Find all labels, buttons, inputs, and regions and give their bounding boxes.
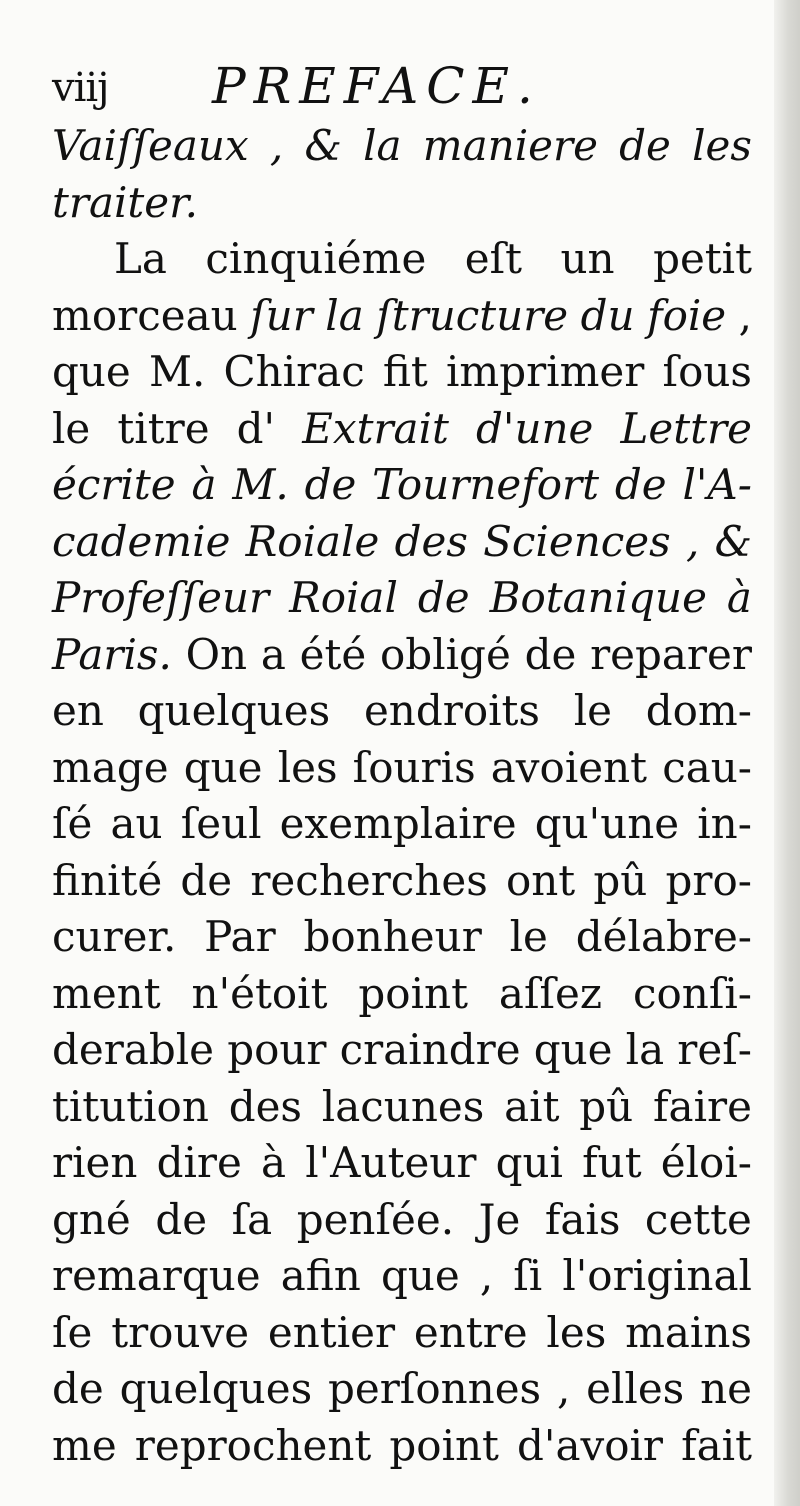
word: Sciences bbox=[483, 516, 671, 566]
text-line bbox=[52, 909, 752, 966]
word: qui bbox=[495, 1138, 563, 1187]
word: afin bbox=[280, 1251, 361, 1300]
word: Botanique bbox=[489, 573, 707, 622]
word: bonheur bbox=[303, 912, 482, 961]
text-block bbox=[52, 118, 752, 1474]
word: été bbox=[299, 629, 367, 679]
word: , bbox=[479, 1251, 494, 1300]
word: M. bbox=[232, 460, 289, 509]
word: n'étoit bbox=[191, 968, 328, 1018]
word: la bbox=[363, 121, 402, 170]
word: entier bbox=[267, 1307, 396, 1357]
word: l'original bbox=[562, 1251, 752, 1300]
word: Tournefort bbox=[372, 460, 600, 509]
word: titre bbox=[117, 403, 210, 453]
word: ſeul bbox=[180, 799, 262, 848]
word: le bbox=[573, 686, 613, 735]
word: mains bbox=[625, 1307, 752, 1357]
page-number: viij bbox=[52, 65, 109, 111]
word: Paris. bbox=[52, 629, 172, 679]
word: ne bbox=[700, 1364, 752, 1413]
word: lacunes bbox=[321, 1081, 485, 1131]
word: Par bbox=[204, 912, 276, 961]
word: a bbox=[260, 629, 286, 679]
word: recherches bbox=[250, 855, 488, 905]
text-line bbox=[52, 175, 752, 232]
word: écrite bbox=[52, 460, 176, 509]
word: avoient bbox=[490, 742, 648, 792]
text-line bbox=[52, 344, 752, 401]
text-line bbox=[52, 1079, 752, 1136]
word: gné bbox=[52, 1194, 131, 1244]
word: des bbox=[228, 1081, 302, 1131]
text-line bbox=[52, 1305, 752, 1362]
word: endroits bbox=[363, 686, 540, 735]
word: d'une bbox=[476, 403, 594, 453]
word: curer. bbox=[52, 912, 177, 961]
word: penſée. bbox=[296, 1194, 455, 1244]
text-line bbox=[52, 231, 752, 288]
word: Roial bbox=[289, 573, 398, 622]
word: Je bbox=[478, 1194, 521, 1244]
word: fit bbox=[382, 347, 428, 396]
word: ſouris bbox=[352, 742, 476, 792]
word: de bbox=[52, 1364, 104, 1413]
word: La bbox=[114, 234, 167, 283]
text-line bbox=[52, 570, 752, 627]
word: ſa bbox=[231, 1194, 273, 1244]
word: ait bbox=[504, 1081, 560, 1131]
word: d'avoir bbox=[517, 1420, 664, 1470]
text-line bbox=[52, 740, 752, 797]
word: cademie bbox=[52, 516, 231, 566]
word: à bbox=[261, 1138, 287, 1187]
word: la bbox=[325, 290, 364, 340]
word: Vaiſſeaux bbox=[52, 121, 249, 170]
word: ment bbox=[52, 968, 161, 1018]
word: remarque bbox=[52, 1251, 261, 1300]
word: le bbox=[52, 403, 91, 453]
word: point bbox=[389, 1420, 499, 1470]
word: cinquiéme bbox=[205, 234, 427, 283]
word: point bbox=[358, 968, 468, 1018]
text-line bbox=[52, 1248, 752, 1305]
word: eſt bbox=[464, 234, 523, 283]
word: d' bbox=[236, 403, 276, 453]
word: que bbox=[52, 347, 131, 396]
word: derable bbox=[52, 1025, 215, 1074]
word: éloi- bbox=[660, 1138, 752, 1187]
word: , bbox=[738, 290, 752, 340]
word: de bbox=[155, 1194, 208, 1244]
word: pour bbox=[227, 1025, 327, 1074]
word: pû bbox=[579, 1081, 634, 1131]
word: , bbox=[685, 516, 700, 566]
text-line bbox=[52, 457, 752, 514]
word: me bbox=[52, 1420, 117, 1470]
word: M. bbox=[148, 347, 206, 396]
word: reſ- bbox=[677, 1025, 752, 1074]
word: dire bbox=[156, 1138, 242, 1187]
word: Profeſſeur bbox=[52, 573, 270, 622]
word: craindre bbox=[339, 1025, 521, 1074]
word: fais bbox=[544, 1194, 621, 1244]
word: les bbox=[692, 121, 752, 170]
text-line bbox=[52, 401, 752, 458]
running-head: PREFACE. bbox=[212, 57, 541, 115]
word: obligé bbox=[380, 629, 511, 679]
word: faire bbox=[652, 1081, 752, 1131]
word: ſe bbox=[52, 1307, 93, 1357]
word: mage bbox=[52, 742, 169, 792]
text-line bbox=[52, 796, 752, 853]
text-line bbox=[52, 288, 752, 345]
text-line bbox=[52, 966, 752, 1023]
word: ſtructure bbox=[376, 290, 569, 340]
word: traiter. bbox=[52, 177, 198, 227]
word: délabre- bbox=[575, 912, 752, 961]
word: que bbox=[533, 1025, 613, 1074]
word: dom- bbox=[645, 686, 752, 735]
word: de bbox=[417, 573, 470, 622]
word: Lettre bbox=[620, 403, 752, 453]
word: qu'une bbox=[534, 799, 680, 848]
word: fait bbox=[681, 1420, 752, 1470]
word: cette bbox=[644, 1194, 752, 1244]
text-line bbox=[52, 1192, 752, 1249]
word: & bbox=[714, 516, 752, 566]
word: exemplaire bbox=[279, 799, 517, 848]
text-line bbox=[52, 1418, 752, 1475]
word: de bbox=[304, 460, 357, 509]
word: de bbox=[619, 121, 671, 170]
word: que bbox=[183, 742, 263, 792]
word: perſonnes bbox=[327, 1364, 542, 1413]
text-line bbox=[52, 853, 752, 910]
word: cau- bbox=[662, 742, 752, 792]
word: conſi- bbox=[632, 968, 752, 1018]
word: des bbox=[394, 516, 468, 566]
word: in- bbox=[697, 799, 752, 848]
page-header bbox=[52, 58, 752, 114]
word: pro- bbox=[665, 855, 752, 905]
word: Extrait bbox=[302, 403, 449, 453]
word: en bbox=[52, 686, 104, 735]
word: l'Auteur bbox=[305, 1138, 477, 1187]
word: , bbox=[556, 1364, 571, 1413]
word: , bbox=[269, 121, 284, 170]
word: pû bbox=[593, 855, 648, 905]
word: de bbox=[614, 460, 667, 509]
text-line bbox=[52, 1022, 752, 1079]
word: morceau bbox=[52, 290, 238, 340]
word: Roiale bbox=[245, 516, 380, 566]
word: reparer bbox=[590, 629, 752, 679]
page-gutter-shadow bbox=[774, 0, 800, 1506]
word: les bbox=[546, 1307, 607, 1357]
word: aſſez bbox=[498, 968, 603, 1018]
text-line bbox=[52, 1135, 752, 1192]
word: du bbox=[580, 290, 635, 340]
word: finité bbox=[52, 855, 163, 905]
word: à bbox=[191, 460, 217, 509]
word: maniere bbox=[422, 121, 598, 170]
word: quelques bbox=[119, 1364, 313, 1413]
word: que bbox=[380, 1251, 460, 1300]
word: ſur bbox=[250, 290, 313, 340]
word: entre bbox=[413, 1307, 528, 1357]
word: reprochent bbox=[134, 1420, 372, 1470]
word: ſé bbox=[52, 799, 93, 848]
word: & bbox=[304, 121, 342, 170]
word: l'A- bbox=[682, 460, 752, 509]
word: Chirac bbox=[223, 347, 365, 396]
word: quelques bbox=[137, 686, 331, 735]
text-line bbox=[52, 627, 752, 684]
text-line bbox=[52, 118, 752, 175]
text-line bbox=[52, 683, 752, 740]
word: foie bbox=[647, 290, 727, 340]
word: rien bbox=[52, 1138, 138, 1187]
word: imprimer bbox=[445, 347, 645, 396]
word: ont bbox=[505, 855, 576, 905]
word: titution bbox=[52, 1081, 209, 1131]
word: petit bbox=[653, 234, 752, 283]
word: les bbox=[277, 742, 338, 792]
word: au bbox=[110, 799, 163, 848]
word: de bbox=[524, 629, 577, 679]
word: la bbox=[625, 1025, 665, 1074]
word: un bbox=[560, 234, 615, 283]
text-line bbox=[52, 514, 752, 571]
word: elles bbox=[586, 1364, 685, 1413]
word: fut bbox=[582, 1138, 642, 1187]
word: ſous bbox=[662, 347, 752, 396]
word: le bbox=[509, 912, 548, 961]
word: de bbox=[180, 855, 233, 905]
word: trouve bbox=[111, 1307, 250, 1357]
word: ſi bbox=[513, 1251, 543, 1300]
word: On bbox=[185, 629, 248, 679]
text-line bbox=[52, 1361, 752, 1418]
word: à bbox=[726, 573, 752, 622]
